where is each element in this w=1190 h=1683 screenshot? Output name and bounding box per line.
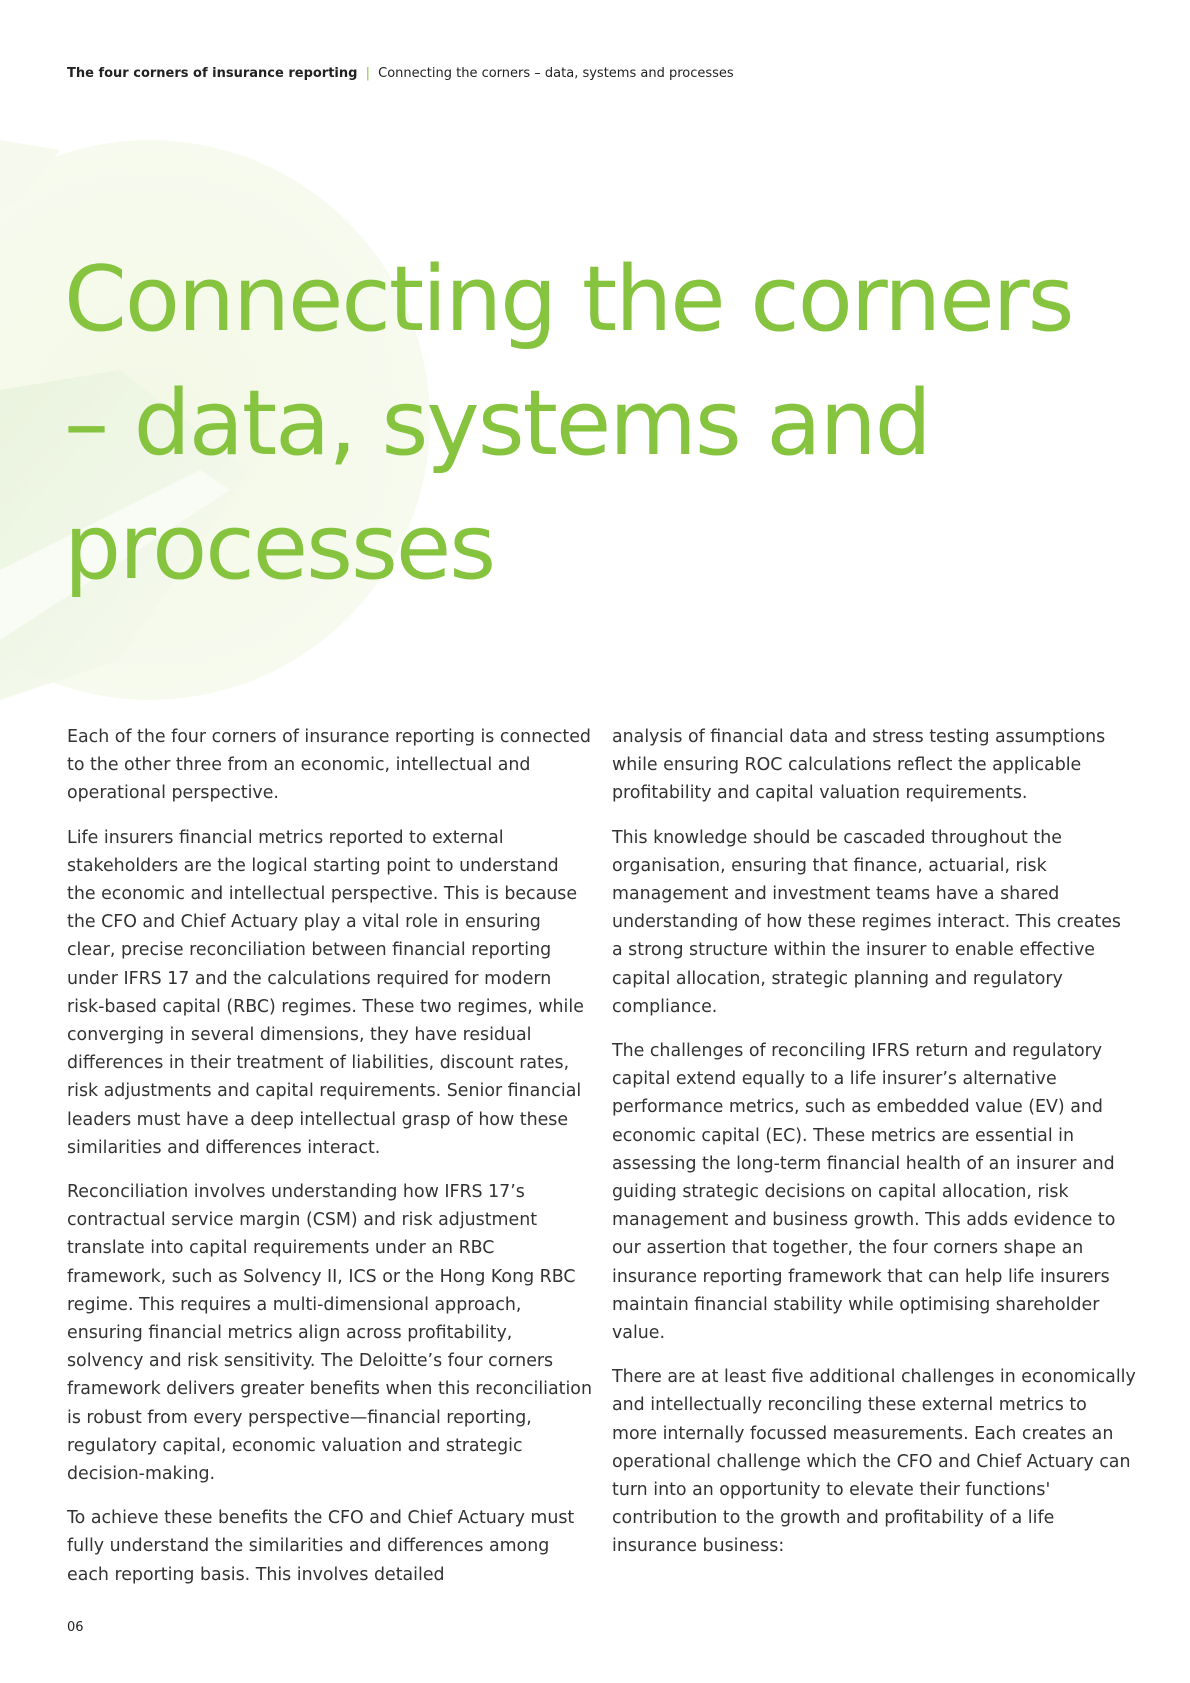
body-paragraph: Each of the four corners of insurance reporting is connected to the other three from an economic, intellectual and operational perspective. (67, 727, 591, 804)
page-title (64, 238, 1154, 610)
body-paragraph: analysis of financial data and stress testing assumptions while ensuring ROC calculations reflect the applicable profitability and capital valuation requirements. (612, 727, 1106, 804)
title-line: – data, systems and (64, 371, 930, 476)
publication-title: The four corners of insurance reporting (67, 66, 358, 81)
section-title: Connecting the corners – data, systems and processes (378, 66, 734, 81)
title-line: processes (64, 495, 495, 600)
body-paragraph: The challenges of reconciling IFRS return and regulatory capital extend equally to a life insurer’s alternative performance metrics, such as embedded value (EV) and economic capital (EC). These metrics are essential in assessing the long-term financial health of an insurer and guiding strategic decisions on capital allocation, risk management and business growth. This adds evidence to our assertion that together, the four corners shape an insurance reporting framework that can help life insurers maintain financial stability while optimising shareholder value. (612, 1041, 1116, 1344)
header-separator: | (365, 66, 370, 81)
body-paragraph: Life insurers financial metrics reported to external stakeholders are the logical starting point to understand the economic and intellectual perspective. This is because the CFO and Chief Actuary play a vital role in ensuring clear, precise reconciliation between financial reporting under IFRS 17 and the calculations required for modern risk-based capital (RBC) regimes. These two regimes, while converging in several dimensions, they have residual differences in their treatment of liabilities, discount rates, risk adjustments and capital requirements. Senior financial leaders must have a deep intellectual grasp of how these similarities and differences interact. (67, 827, 584, 1158)
body-paragraph: Reconciliation involves understanding how IFRS 17’s contractual service margin (CSM) and risk adjustment translate into capital requirements under an RBC framework, such as Solvency II, ICS or the Hong Kong RBC regime. This requires a multi-dimensional approach, ensuring financial metrics align across profitability, solvency and risk sensitivity. The Deloitte’s four corners framework delivers greater benefits when this reconciliation is robust from every perspective—financial reporting, regulatory capital, economic valuation and strategic decision-making. (67, 1182, 592, 1485)
body-paragraph: There are at least five additional challenges in economically and intellectually reconciling these external metrics to more internally focussed measurements. Each creates an operational challenge which the CFO and Chief Actuary can turn into an opportunity to elevate their functions' contribution to the growth and profitability of a life insurance business: (612, 1367, 1136, 1557)
body-column-left (67, 723, 592, 1605)
body-paragraph: This knowledge should be cascaded throughout the organisation, ensuring that finance, actuarial, risk management and investment teams have a shared understanding of how these regimes interact. This creates a strong structure within the insurer to enable effective capital allocation, strategic planning and regulatory compliance. (612, 827, 1121, 1017)
page-number: 06 (67, 1620, 84, 1635)
running-header (67, 66, 734, 81)
body-paragraph: To achieve these benefits the CFO and Chief Actuary must fully understand the similarities and differences among each reporting basis. This involves detailed (67, 1508, 575, 1585)
title-line: Connecting the corners (64, 247, 1073, 352)
body-column-right (612, 723, 1137, 1577)
